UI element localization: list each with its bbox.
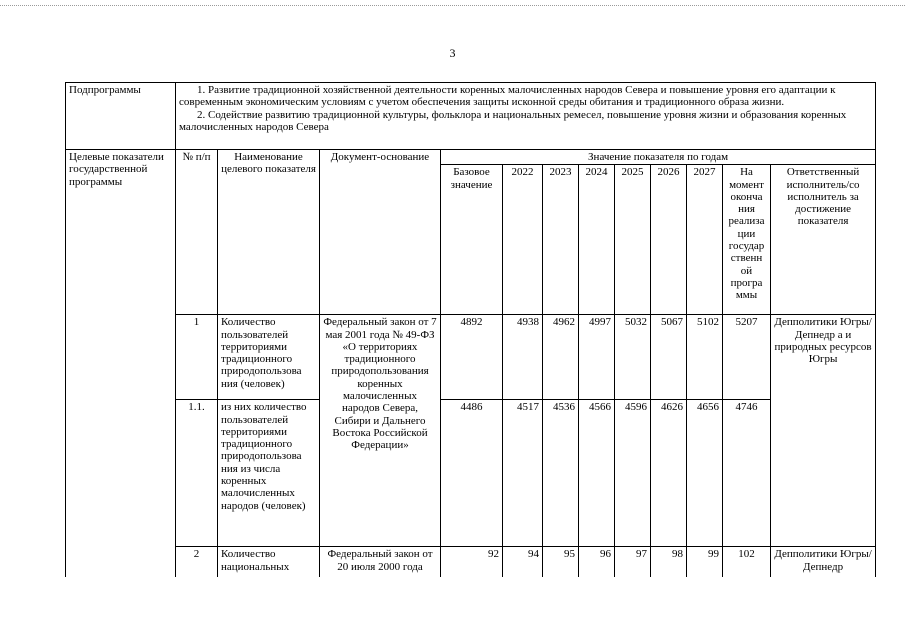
header-values-group: Значение показателя по годам [441, 150, 876, 165]
row-base: 92 [441, 547, 503, 577]
header-num: № п/п [176, 150, 218, 315]
header-year: 2025 [615, 165, 651, 315]
row-value: 98 [651, 547, 687, 577]
table-row [66, 547, 876, 577]
header-year: 2027 [687, 165, 723, 315]
row-value: 4536 [543, 400, 579, 547]
row-name: Количество пользователей территориями традиционного природопользова ния (человек) [218, 315, 320, 400]
row-base: 4486 [441, 400, 503, 547]
subprograms-label: Подпрограммы [66, 83, 176, 150]
row-value: 4626 [651, 400, 687, 547]
page-number: 3 [449, 46, 456, 60]
header-name: Наименование целевого показателя [218, 150, 320, 315]
indicators-label: Целевые показатели государственной программы [66, 150, 176, 577]
header-year: 2023 [543, 165, 579, 315]
row-base: 4892 [441, 315, 503, 400]
row-resp: Депполитики Югры/Депнедр [771, 547, 876, 577]
row-value: 97 [615, 547, 651, 577]
row-num: 1 [176, 315, 218, 400]
row-doc: Федеральный закон от 20 июля 2000 года [320, 547, 441, 577]
program-table [65, 82, 876, 577]
table-row [66, 315, 876, 400]
row-name: Количество национальных [218, 547, 320, 577]
row-value: 4997 [579, 315, 615, 400]
header-base: Базовое значение [441, 165, 503, 315]
row-resp: Депполитики Югры/Депнедр а и природных ресурсов Югры [771, 315, 876, 547]
header-year: 2026 [651, 165, 687, 315]
row-value: 99 [687, 547, 723, 577]
row-value: 4962 [543, 315, 579, 400]
scan-top-edge [0, 5, 905, 6]
subprogram-item: 1. Развитие традиционной хозяйственной деятельности коренных малочисленных народов Севера и повышение уровня его адаптации к современным экономическим условиям с учетом обеспечения защиты исконной среды обитания и традиционного образа жизни. [179, 84, 836, 109]
header-year: 2022 [503, 165, 543, 315]
row-value: 4656 [687, 400, 723, 547]
row-end: 5207 [723, 315, 771, 400]
row-value: 5032 [615, 315, 651, 400]
row-value: 94 [503, 547, 543, 577]
header-doc: Документ-основание [320, 150, 441, 315]
row-doc: Федеральный закон от 7 мая 2001 года № 49-ФЗ «О территориях традиционного природопользования коренных малочисленных народов Севера, Сибири и Дальнего Востока Российской Федерации» [320, 315, 441, 547]
indicators-header-row-1 [66, 150, 876, 165]
row-value: 5102 [687, 315, 723, 400]
row-end: 4746 [723, 400, 771, 547]
row-end: 102 [723, 547, 771, 577]
row-num: 1.1. [176, 400, 218, 547]
subprograms-content [176, 83, 876, 150]
row-value: 4596 [615, 400, 651, 547]
row-name: из них количество пользователей территориями традиционного природопользова ния из числа коренных малочисленных народов (человек) [218, 400, 320, 547]
row-value: 5067 [651, 315, 687, 400]
row-value: 4938 [503, 315, 543, 400]
row-value: 95 [543, 547, 579, 577]
subprograms-row [66, 83, 876, 150]
header-end: На момент оконча ния реализа ции государ ственн ой програ ммы [723, 165, 771, 315]
row-value: 96 [579, 547, 615, 577]
row-value: 4566 [579, 400, 615, 547]
subprogram-item: 2. Содействие развитию традиционной культуры, фольклора и национальных ремесел, повышение уровня жизни и образования коренных малочисленных народов Севера [179, 108, 847, 133]
row-num: 2 [176, 547, 218, 577]
header-year: 2024 [579, 165, 615, 315]
row-value: 4517 [503, 400, 543, 547]
table-row [66, 400, 876, 547]
header-resp: Ответственный исполнитель/со исполнитель за достижение показателя [771, 165, 876, 315]
